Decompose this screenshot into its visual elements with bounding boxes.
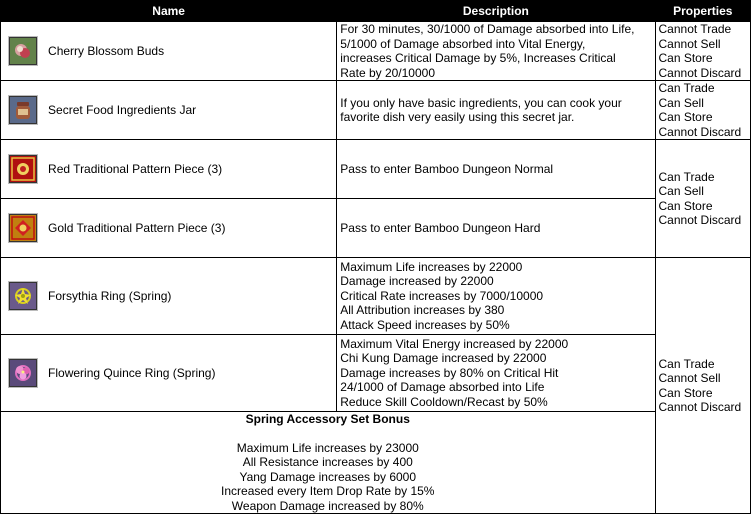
item-name: Flowering Quince Ring (Spring) (45, 335, 337, 412)
table-row (1, 22, 751, 81)
secret-food-ingredients-jar-icon (9, 96, 37, 124)
pattern-properties: Can Trade Can Sell Can Store Cannot Discard (655, 140, 751, 258)
set-bonus-line: Maximum Life increases by 23000 (236, 440, 419, 455)
header-row (1, 1, 751, 22)
forsythia-ring-icon (9, 282, 37, 310)
ring-properties: Can Trade Cannot Sell Can Store Cannot Discard (655, 258, 751, 514)
item-name: Forsythia Ring (Spring) (45, 258, 337, 335)
set-bonus-line: All Resistance increases by 400 (242, 455, 413, 469)
header-description: Description (337, 1, 655, 22)
set-bonus-line: Yang Damage increases by 6000 (239, 469, 417, 484)
item-description: Maximum Life increases by 22000 Damage increased by 22000 Critical Rate increases by 7000/10000 All Attribution increases by 380 Attack Speed increases by 50% (337, 258, 655, 335)
item-description: Pass to enter Bamboo Dungeon Normal (337, 140, 655, 199)
cherry-blossom-buds-icon (9, 37, 37, 65)
table-row (1, 81, 751, 140)
red-traditional-pattern-piece-icon (9, 155, 37, 183)
item-properties: Can Trade Can Sell Can Store Cannot Discard (655, 81, 751, 140)
set-bonus-line: Weapon Damage increased by 80% (231, 498, 424, 513)
flowering-quince-ring-icon (9, 359, 37, 387)
header-properties: Properties (655, 1, 751, 22)
table-row (1, 335, 751, 412)
item-name: Secret Food Ingredients Jar (45, 81, 337, 140)
item-description: For 30 minutes, 30/1000 of Damage absorbed into Life, 5/1000 of Damage absorbed into Vital Energy, increases Critical Damage by 5%, Increases Critical Rate by 20/10000 (337, 22, 655, 81)
set-bonus (1, 412, 656, 514)
item-description: If you only have basic ingredients, you can cook your favorite dish very easily using this secret jar. (337, 81, 655, 140)
set-bonus-line: Increased every Item Drop Rate by 15% (221, 484, 435, 498)
table-row (1, 199, 751, 258)
set-bonus-title: Spring Accessory Set Bonus (245, 412, 410, 426)
item-name: Gold Traditional Pattern Piece (3) (45, 199, 337, 258)
item-name: Cherry Blossom Buds (45, 22, 337, 81)
header-name: Name (1, 1, 337, 22)
table-row (1, 140, 751, 199)
set-bonus-row (1, 412, 751, 514)
item-description: Maximum Vital Energy increased by 22000 Chi Kung Damage increased by 22000 Damage increases by 80% on Critical Hit 24/1000 of Damage absorbed into Life Reduce Skill Cooldown/Recast by 50% (337, 335, 655, 412)
table-row (1, 258, 751, 335)
gold-traditional-pattern-piece-icon (9, 214, 37, 242)
item-properties: Cannot Trade Cannot Sell Can Store Cannot Discard (655, 22, 751, 81)
item-name: Red Traditional Pattern Piece (3) (45, 140, 337, 199)
item-description: Pass to enter Bamboo Dungeon Hard (337, 199, 655, 258)
